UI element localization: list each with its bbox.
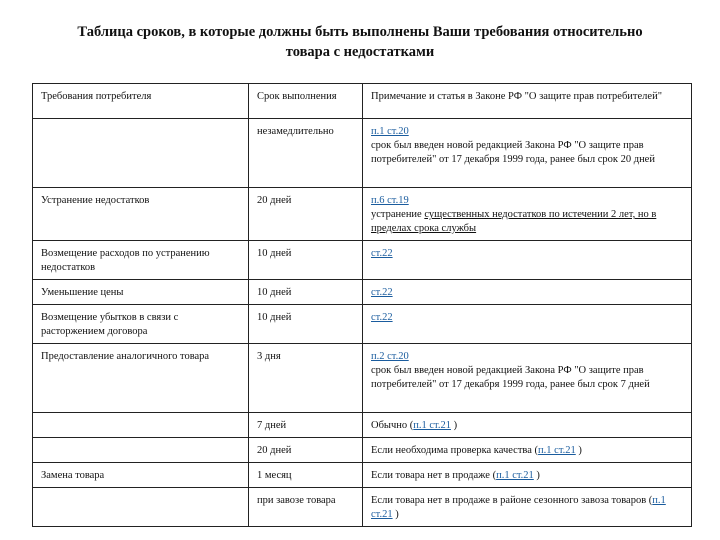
note-text: срок был введен новой редакцией Закона РФ "О защите прав потребителей" от 17 декабря 1999 года, ранее был срок 20 дней — [371, 140, 655, 165]
cell-note — [363, 488, 692, 527]
table-row — [33, 119, 692, 188]
cell-term: незамедлительно — [249, 119, 363, 188]
law-link[interactable]: п.2 ст.20 — [371, 351, 409, 362]
note-suffix: ) — [450, 420, 458, 431]
header-term: Срок выполнения — [249, 84, 363, 119]
cell-note — [363, 241, 692, 280]
law-link[interactable]: п.1 ст.21 — [496, 470, 534, 481]
note-suffix: ) — [575, 445, 582, 456]
table-row — [33, 241, 692, 280]
note-suffix: ) — [392, 509, 399, 520]
table-row — [33, 438, 692, 463]
table-row — [33, 463, 692, 488]
law-link[interactable]: ст.22 — [371, 248, 393, 259]
law-link[interactable]: п.1 ст.21 — [413, 420, 451, 431]
table-row — [33, 344, 692, 413]
cell-requirement — [33, 119, 249, 188]
note-suffix: ) — [533, 470, 540, 481]
cell-note — [363, 344, 692, 413]
table-row — [33, 188, 692, 241]
cell-requirement: Устранение недостатков — [33, 188, 249, 241]
cell-term: 3 дня — [249, 344, 363, 413]
cell-requirement: Предоставление аналогичного товара — [33, 344, 249, 413]
table-row — [33, 413, 692, 438]
cell-note — [363, 413, 692, 438]
table-row — [33, 280, 692, 305]
law-link[interactable]: ст.22 — [371, 287, 393, 298]
cell-term: при завозе товара — [249, 488, 363, 527]
page-title — [40, 22, 680, 62]
title-line-2: товара с недостатками — [285, 44, 435, 60]
table-header-row — [33, 84, 692, 119]
cell-note — [363, 280, 692, 305]
note-prefix: Если товара нет в продаже в районе сезонного завоза товаров ( — [371, 495, 653, 506]
cell-term: 20 дней — [249, 438, 363, 463]
note-prefix: Обычно ( — [371, 420, 414, 431]
cell-requirement: Возмещение убытков в связи с расторжением договора — [33, 305, 249, 344]
cell-note — [363, 305, 692, 344]
cell-note — [363, 438, 692, 463]
law-link[interactable]: п.1 ст.20 — [371, 126, 409, 137]
law-link[interactable]: п.6 ст.19 — [371, 195, 409, 206]
cell-requirement: Возмещение расходов по устранению недостатков — [33, 241, 249, 280]
law-link[interactable]: ст.22 — [371, 312, 393, 323]
note-underlined: существенных недостатков по истечении 2 лет, но в пределах срока службы — [371, 209, 657, 234]
header-note: Примечание и статья в Законе РФ "О защите прав потребителей" — [363, 84, 692, 119]
cell-requirement — [33, 413, 249, 438]
header-requirement: Требования потребителя — [33, 84, 249, 119]
law-link[interactable]: п.1 ст.21 — [538, 445, 576, 456]
cell-requirement: Уменьшение цены — [33, 280, 249, 305]
table-row — [33, 488, 692, 527]
cell-requirement — [33, 488, 249, 527]
cell-term: 7 дней — [249, 413, 363, 438]
note-prefix: Если необходима проверка качества ( — [371, 445, 539, 456]
note-text: срок был введен новой редакцией Закона РФ "О защите прав потребителей" от 17 декабря 1999 года, ранее был срок 7 дней — [371, 365, 650, 390]
cell-term: 1 месяц — [249, 463, 363, 488]
cell-term: 20 дней — [249, 188, 363, 241]
cell-requirement — [33, 438, 249, 463]
law-link[interactable]: п.1 ст.21 — [371, 495, 666, 520]
cell-note — [363, 188, 692, 241]
cell-term: 10 дней — [249, 241, 363, 280]
cell-term: 10 дней — [249, 280, 363, 305]
terms-table — [32, 83, 692, 527]
note-prefix: Если товара нет в продаже ( — [371, 470, 497, 481]
title-line-1: Таблица сроков, в которые должны быть выполнены Ваши требования относительно — [77, 24, 643, 40]
cell-requirement: Замена товара — [33, 463, 249, 488]
note-prefix: устранение — [371, 209, 425, 220]
table-row — [33, 305, 692, 344]
cell-note — [363, 119, 692, 188]
cell-term: 10 дней — [249, 305, 363, 344]
cell-note — [363, 463, 692, 488]
